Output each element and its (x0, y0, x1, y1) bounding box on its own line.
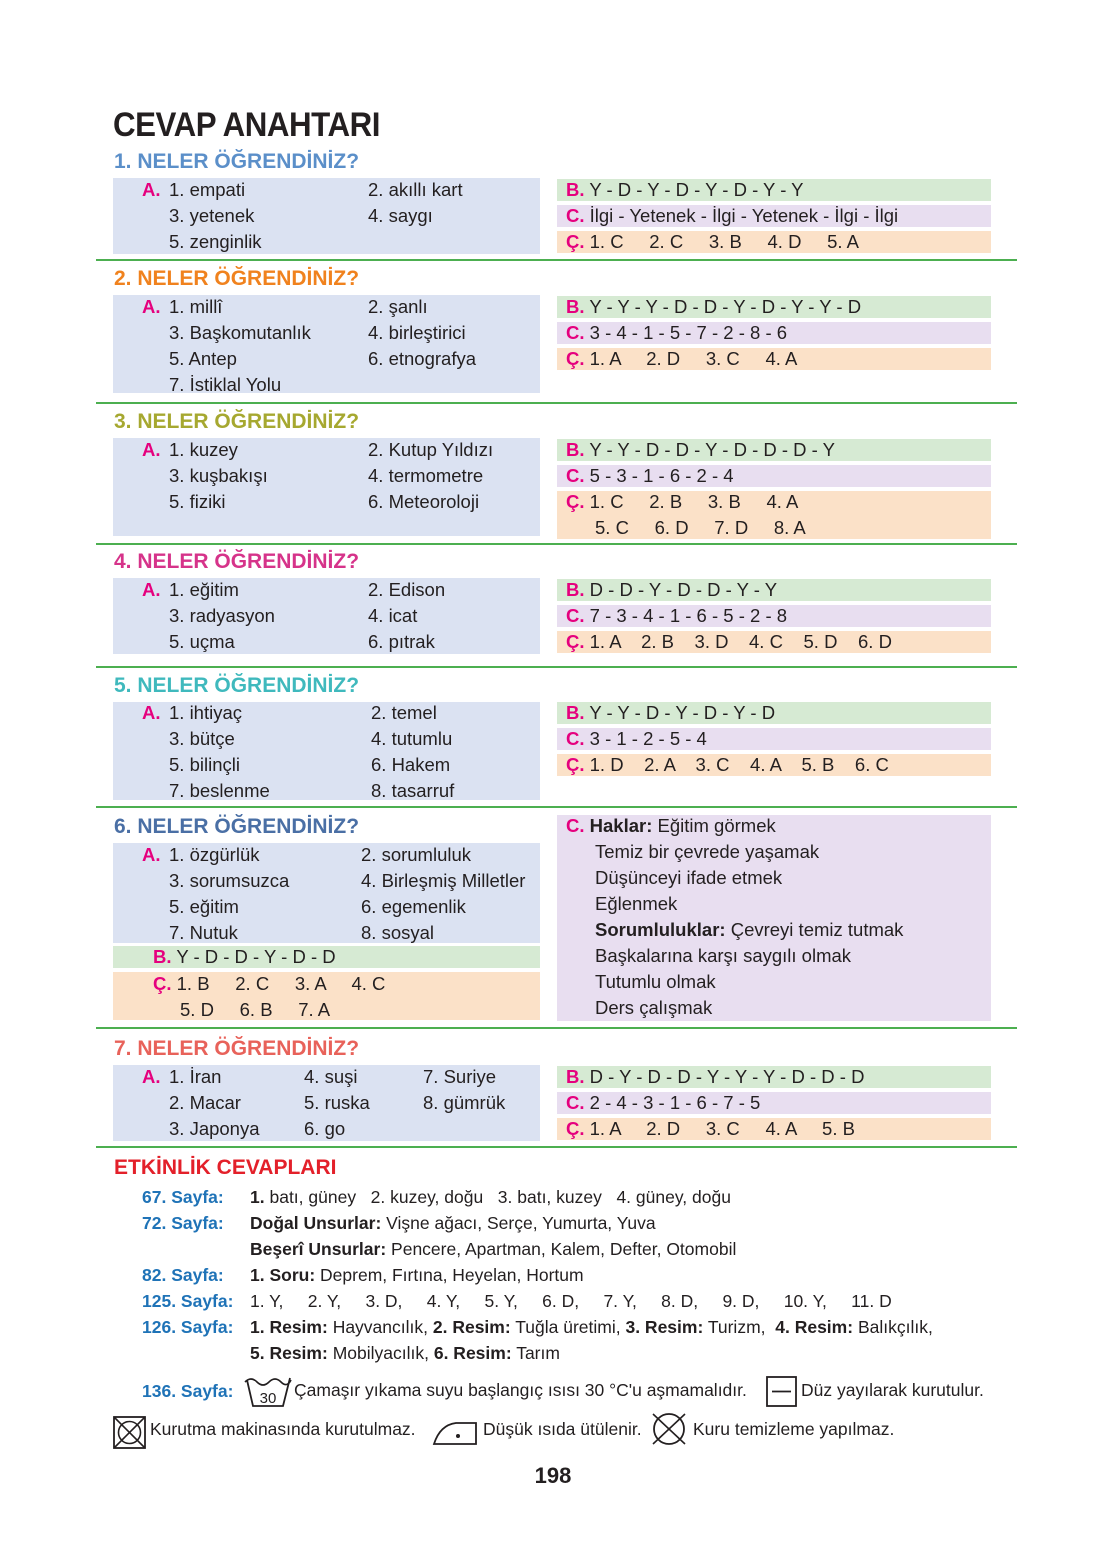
answer-a-3: 3. Japonya (169, 1118, 260, 1139)
section-7-c: C. 2 - 4 - 3 - 1 - 6 - 7 - 5 (566, 1092, 761, 1113)
answer-a-4: 4. tutumlu (371, 728, 453, 749)
section-divider (96, 1027, 1017, 1029)
section-1-title: 1. NELER ÖĞRENDİNİZ? (114, 150, 360, 173)
label-a: A. (142, 844, 161, 865)
answer-a-5: 5. eğitim (169, 896, 239, 917)
answer-a-4: 4. icat (368, 605, 418, 626)
label-a: A. (142, 702, 161, 723)
answer-136-no-dryer: Kurutma makinasında kurutulmaz. (150, 1419, 416, 1439)
iron-low-icon (432, 1420, 478, 1446)
section-2-cc: Ç. 1. A 2. D 3. C 4. A (566, 348, 798, 369)
section-6-cc-line-2: 5. D 6. B 7. A (180, 999, 331, 1020)
section-6-c-haklar-3: Düşünceyi ifade etmek (595, 867, 783, 888)
answer-a-1: 1. özgürlük (169, 844, 260, 865)
answer-a-1: 1. kuzey (169, 439, 238, 460)
dry-flat-icon (766, 1376, 797, 1407)
section-2-c: C. 3 - 4 - 1 - 5 - 7 - 2 - 8 - 6 (566, 322, 788, 343)
answer-a-6: 6. Hakem (371, 754, 451, 775)
section-6-b: B. Y - D - D - Y - D - D (153, 946, 336, 967)
answer-a-3: 3. yetenek (169, 205, 255, 226)
answer-a-7: 7. Suriye (423, 1066, 497, 1087)
answer-a-3: 3. kuşbakışı (169, 465, 268, 486)
section-6-c-haklar-4: Eğlenmek (595, 893, 678, 914)
section-4-b: B. D - D - Y - D - D - Y - Y (566, 579, 778, 600)
section-3-cc-line-1: Ç. 1. C 2. B 3. B 4. A (566, 491, 799, 512)
section-6-c-sorum-2: Başkalarına karşı saygılı olmak (595, 945, 852, 966)
section-divider (96, 543, 1017, 545)
answer-a-4: 4. Birleşmiş Milletler (361, 870, 526, 891)
answer-a-1: 1. İran (169, 1066, 222, 1087)
answer-a-4: 4. birleştirici (368, 322, 466, 343)
answer-a-4: 4. suşi (304, 1066, 358, 1087)
answer-a-2: 2. şanlı (368, 296, 428, 317)
answer-82: 1. Soru: Deprem, Fırtına, Heyelan, Hortum (250, 1265, 584, 1285)
wash-temp-label: 30 (259, 1390, 277, 1407)
answer-136-dry-flat: Düz yayılarak kurutulur. (801, 1380, 984, 1400)
answer-126-line-2: 5. Resim: Mobilyacılık, 6. Resim: Tarım (250, 1343, 560, 1363)
answer-72-line-2: Beşerî Unsurlar: Pencere, Apartman, Kalem, Defter, Otomobil (250, 1239, 737, 1259)
section-4-title: 4. NELER ÖĞRENDİNİZ? (114, 550, 360, 573)
page-number: 198 (534, 1463, 572, 1488)
section-divider (96, 259, 1017, 261)
page-ref-126: 126. Sayfa: (142, 1317, 234, 1337)
section-5-b: B. Y - Y - D - Y - D - Y - D (566, 702, 776, 723)
wash-30-icon (243, 1374, 293, 1408)
section-5-c: C. 3 - 1 - 2 - 5 - 4 (566, 728, 707, 749)
answer-a-3: 3. radyasyon (169, 605, 275, 626)
section-1-b: B. Y - D - Y - D - Y - D - Y - Y (566, 179, 804, 200)
page-ref-67: 67. Sayfa: (142, 1187, 224, 1207)
section-3-c: C. 5 - 3 - 1 - 6 - 2 - 4 (566, 465, 734, 486)
section-4-cc: Ç. 1. A 2. B 3. D 4. C 5. D 6. D (566, 631, 892, 652)
section-3-b: B. Y - Y - D - D - Y - D - D - D - Y (566, 439, 835, 460)
section-6-c-haklar-1: C. Haklar: Eğitim görmek (566, 815, 776, 836)
label-a: A. (142, 439, 161, 460)
section-4-c: C. 7 - 3 - 4 - 1 - 6 - 5 - 2 - 8 (566, 605, 788, 626)
no-dry-clean-icon (650, 1412, 688, 1446)
answer-a-8: 8. sosyal (361, 922, 435, 943)
answer-a-4: 4. termometre (368, 465, 484, 486)
section-3-cc-line-2: 5. C 6. D 7. D 8. A (595, 517, 806, 538)
answer-125: 1. Y, 2. Y, 3. D, 4. Y, 5. Y, 6. D, 7. Y, 8. D, 9. D, 10. Y, 11. D (250, 1291, 892, 1311)
label-a: A. (142, 296, 161, 317)
answer-a-6: 6. go (304, 1118, 346, 1139)
section-6-c-sorum-3: Tutumlu olmak (595, 971, 716, 992)
section-1-cc: Ç. 1. C 2. C 3. B 4. D 5. A (566, 231, 860, 252)
label-a: A. (142, 1066, 161, 1087)
answer-72-line-1: Doğal Unsurlar: Vişne ağacı, Serçe, Yumurta, Yuva (250, 1213, 656, 1233)
section-3-title: 3. NELER ÖĞRENDİNİZ? (114, 410, 360, 433)
section-5-title: 5. NELER ÖĞRENDİNİZ? (114, 674, 360, 697)
answer-a-5: 5. uçma (169, 631, 235, 652)
answer-a-2: 2. akıllı kart (368, 179, 463, 200)
answer-a-7: 7. Nutuk (169, 922, 238, 943)
section-divider (96, 1146, 1017, 1148)
answer-a-6: 6. etnografya (368, 348, 476, 369)
answer-a-2: 2. temel (371, 702, 437, 723)
page-ref-125: 125. Sayfa: (142, 1291, 234, 1311)
section-6-c-sorum-1: Sorumluluklar: Çevreyi temiz tutmak (595, 919, 904, 940)
section-divider (96, 666, 1017, 668)
answer-136-wash: Çamaşır yıkama suyu başlangıç ısısı 30 °C'u aşmamalıdır. (294, 1380, 747, 1400)
answer-a-1: 1. ihtiyaç (169, 702, 243, 723)
answer-a-3: 3. bütçe (169, 728, 235, 749)
section-6-c-haklar-2: Temiz bir çevrede yaşamak (595, 841, 820, 862)
answer-a-5: 5. bilinçli (169, 754, 240, 775)
page-title: CEVAP ANAHTARI (113, 106, 380, 144)
label-a: A. (142, 179, 161, 200)
answer-67: 1. batı, güney 2. kuzey, doğu 3. batı, kuzey 4. güney, doğu (250, 1187, 731, 1207)
answer-a-7: 7. beslenme (169, 780, 270, 801)
etkinlik-title: ETKİNLİK CEVAPLARI (114, 1156, 337, 1179)
section-2-title: 2. NELER ÖĞRENDİNİZ? (114, 267, 360, 290)
answer-a-6: 6. Meteoroloji (368, 491, 480, 512)
answer-a-8: 8. gümrük (423, 1092, 506, 1113)
answer-a-6: 6. egemenlik (361, 896, 466, 917)
answer-136-iron: Düşük ısıda ütülenir. (483, 1419, 642, 1439)
section-6-cc-line-1: Ç. 1. B 2. C 3. A 4. C (153, 973, 386, 994)
page-ref-136: 136. Sayfa: (142, 1381, 234, 1401)
section-divider (96, 806, 1017, 808)
section-7-b: B. D - Y - D - D - Y - Y - Y - D - D - D (566, 1066, 865, 1087)
no-tumble-dry-icon (113, 1416, 146, 1449)
answer-a-2: 2. Macar (169, 1092, 241, 1113)
answer-a-5: 5. Antep (169, 348, 237, 369)
answer-126-line-1: 1. Resim: Hayvancılık, 2. Resim: Tuğla üretimi, 3. Resim: Turizm, 4. Resim: Balıkçılık, (250, 1317, 933, 1337)
section-2-b: B. Y - Y - Y - D - D - Y - D - Y - Y - D (566, 296, 862, 317)
answer-a-1: 1. eğitim (169, 579, 239, 600)
answer-a-5: 5. fiziki (169, 491, 226, 512)
section-1-c: C. İlgi - Yetenek - İlgi - Yetenek - İlgi - İlgi (566, 205, 899, 226)
answer-a-2: 2. Kutup Yıldızı (368, 439, 494, 460)
page-ref-82: 82. Sayfa: (142, 1265, 224, 1285)
section-7-title: 7. NELER ÖĞRENDİNİZ? (114, 1037, 360, 1060)
answer-a-4: 4. saygı (368, 205, 433, 226)
answer-a-7: 7. İstiklal Yolu (169, 374, 282, 395)
answer-a-6: 6. pıtrak (368, 631, 435, 652)
answer-a-8: 8. tasarruf (371, 780, 455, 801)
answer-a-1: 1. empati (169, 179, 246, 200)
section-divider (96, 402, 1017, 404)
page-ref-72: 72. Sayfa: (142, 1213, 224, 1233)
answer-a-3: 3. Başkomutanlık (169, 322, 311, 343)
answer-136-no-dry-clean: Kuru temizleme yapılmaz. (693, 1419, 895, 1439)
section-6-c-sorum-4: Ders çalışmak (595, 997, 713, 1018)
section-6-title: 6. NELER ÖĞRENDİNİZ? (114, 815, 360, 838)
section-7-cc: Ç. 1. A 2. D 3. C 4. A 5. B (566, 1118, 855, 1139)
answer-a-5: 5. ruska (304, 1092, 370, 1113)
answer-a-5: 5. zenginlik (169, 231, 262, 252)
answer-a-2: 2. Edison (368, 579, 446, 600)
answer-a-2: 2. sorumluluk (361, 844, 472, 865)
answer-a-3: 3. sorumsuzca (169, 870, 290, 891)
answer-a-1: 1. millî (169, 296, 223, 317)
section-5-cc: Ç. 1. D 2. A 3. C 4. A 5. B 6. C (566, 754, 889, 775)
label-a: A. (142, 579, 161, 600)
